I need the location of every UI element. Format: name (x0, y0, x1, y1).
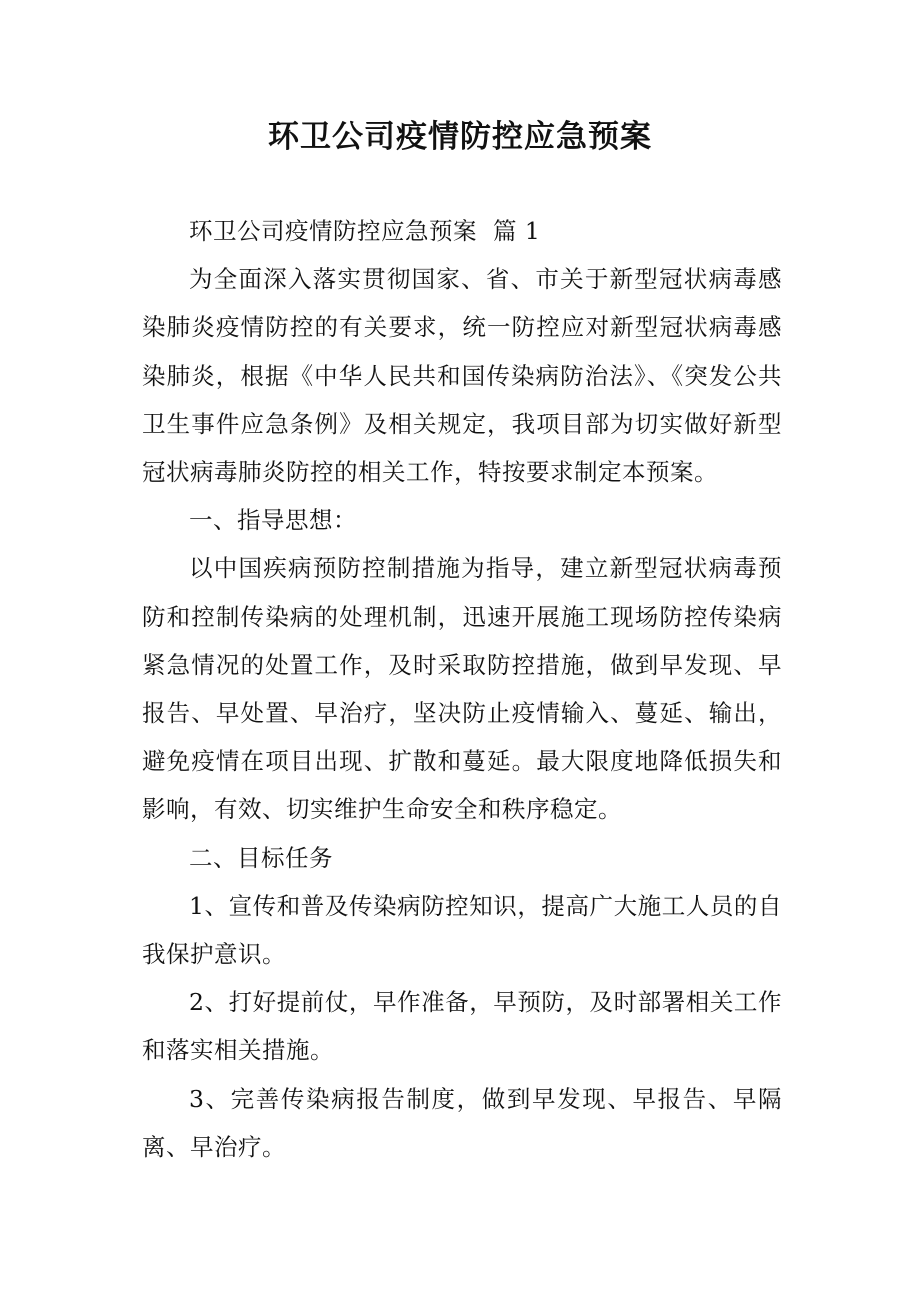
document-title: 环卫公司疫情防控应急预案 (268, 119, 652, 155)
objective-item-1: 1、宣传和普及传染病防控知识，提高广大施工人员的自我保护意识。 (142, 891, 782, 969)
objective-item-2: 2、打好提前仗，早作准备，早预防，及时部署相关工作和落实相关措施。 (142, 988, 782, 1065)
objective-item-3: 3、完善传染病报告制度，做到早发现、早报告、早隔离、早治疗。 (142, 1084, 782, 1161)
document-body (142, 207, 782, 1171)
intro-paragraph: 为全面深入落实贯彻国家、省、市关于新型冠状病毒感染肺炎疫情防控的有关要求，统一防控应对新型冠状病毒感染肺炎，根据《中华人民共和国传染病防治法》、《突发公共卫生事件应急条例》及相关规定，我项目部为切实做好新型冠状病毒肺炎防控的相关工作，特按要求制定本预案。 (142, 265, 782, 487)
section-heading-guiding-ideology: 一、指导思想： (189, 506, 357, 535)
guiding-ideology-paragraph: 以中国疾病预防控制措施为指导，建立新型冠状病毒预防和控制传染病的处理机制，迅速开展施工现场防控传染病紧急情况的处置工作，及时采取防控措施，做到早发现、早报告、早处置、早治疗，坚决防止疫情输入、蔓延、输出，避免疫情在项目出现、扩散和蔓延。最大限度地降低损失和影响，有效、切实维护生命安全和秩序稳定。 (142, 554, 782, 824)
section-heading-objectives: 二、目标任务 (189, 843, 333, 872)
document-subtitle: 环卫公司疫情防控应急预案 篇 1 (189, 217, 541, 245)
